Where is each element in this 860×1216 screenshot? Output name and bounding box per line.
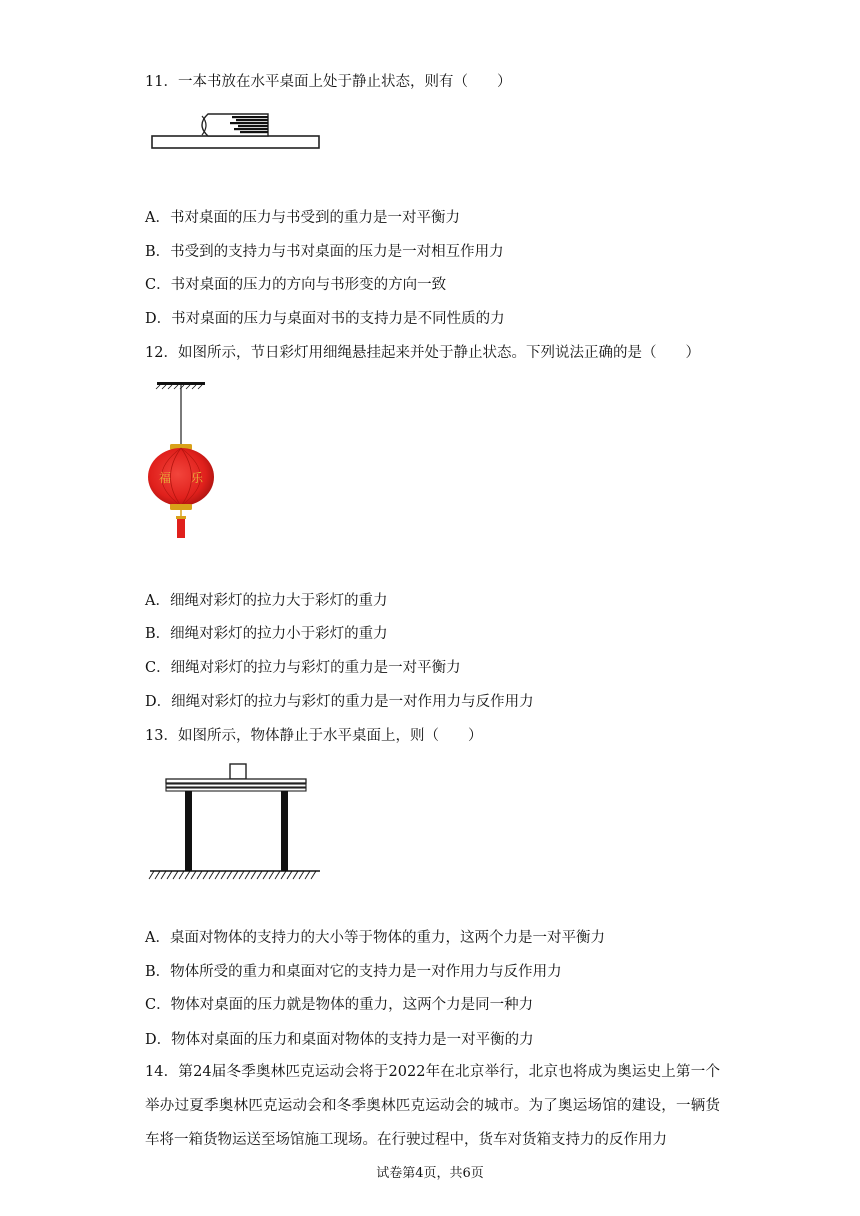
q13-option-b: B．物体所受的重力和桌面对它的支持力是一对作用力与反作用力 — [145, 964, 562, 980]
lantern-figure — [140, 378, 225, 540]
q11-option-d: D．书对桌面的压力与桌面对书的支持力是不同性质的力 — [145, 311, 505, 327]
q12-option-b: B．细绳对彩灯的拉力小于彩灯的重力 — [145, 626, 388, 642]
q12-option-a: A．细绳对彩灯的拉力大于彩灯的重力 — [145, 593, 388, 609]
q13-option-c: C．物体对桌面的压力就是物体的重力，这两个力是同一种力 — [145, 997, 534, 1013]
q14-stem: 14．第24届冬季奥林匹克运动会将于2022年在北京举行，北京也将成为奥运史上第一个举办过夏季奥林匹克运动会和冬季奥林匹克运动会的城市。为了奥运场馆的建设，一辆货车将一箱货物运送至场馆施工现场。在行驶过程中，货车对货箱支持力的反作用力 — [145, 1064, 720, 1148]
q13-option-d: D．物体对桌面的压力和桌面对物体的支持力是一对平衡的力 — [145, 1032, 534, 1048]
block-on-table-figure — [148, 760, 326, 882]
q11-option-c: C．书对桌面的压力的方向与书形变的方向一致 — [145, 277, 447, 293]
q11-option-b: B．书受到的支持力与书对桌面的压力是一对相互作用力 — [145, 244, 504, 260]
q13-option-a: A．桌面对物体的支持力的大小等于物体的重力，这两个力是一对平衡力 — [145, 930, 605, 946]
q12-option-d: D．细绳对彩灯的拉力与彩灯的重力是一对作用力与反作用力 — [145, 694, 534, 710]
q12-stem: 12．如图所示，节日彩灯用细绳悬挂起来并处于静止状态。下列说法正确的是（ ） — [145, 345, 700, 361]
page-footer: 试卷第4页，共6页 — [376, 1166, 484, 1181]
book-on-table-figure — [150, 108, 325, 153]
q11-option-a: A．书对桌面的压力与书受到的重力是一对平衡力 — [145, 210, 460, 226]
lantern-char-left: 福 — [158, 471, 172, 485]
q13-stem: 13．如图所示，物体静止于水平桌面上，则（ ） — [145, 728, 483, 744]
lantern-char-right: 乐 — [190, 471, 204, 485]
q11-stem: 11．一本书放在水平桌面上处于静止状态，则有（ ） — [145, 74, 512, 90]
q12-option-c: C．细绳对彩灯的拉力与彩灯的重力是一对平衡力 — [145, 660, 461, 676]
